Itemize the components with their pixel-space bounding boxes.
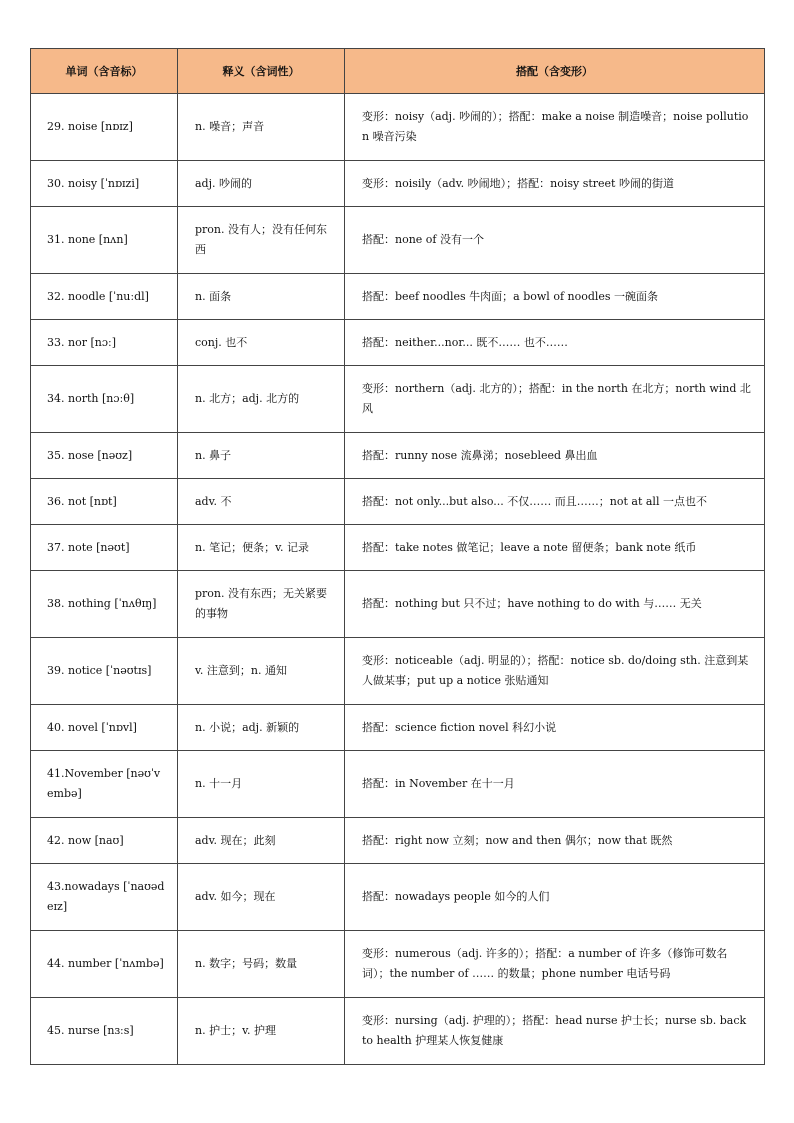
word-cell: 32. noodle [ˈnuːdl] <box>31 274 178 320</box>
word-cell: 36. not [nɒt] <box>31 479 178 525</box>
table-row <box>31 366 765 433</box>
header-meaning: 释义（含词性） <box>178 49 345 94</box>
table-body <box>31 94 765 1065</box>
table-row <box>31 479 765 525</box>
word-cell: 42. now [naʊ] <box>31 818 178 864</box>
meaning-cell: pron. 没有东西；无关紧要的事物 <box>178 571 345 638</box>
collocation-cell: 变形：noisy（adj. 吵闹的）；搭配：make a noise 制造噪音；noise pollution 噪音污染 <box>345 94 765 161</box>
table-header-row <box>31 49 765 94</box>
word-cell: 31. none [nʌn] <box>31 207 178 274</box>
table-row <box>31 161 765 207</box>
collocation-cell: 变形：northern（adj. 北方的）；搭配：in the north 在北方；north wind 北风 <box>345 366 765 433</box>
word-cell: 41.November [nəʊˈvembə] <box>31 751 178 818</box>
table-row <box>31 638 765 705</box>
word-cell: 37. note [nəʊt] <box>31 525 178 571</box>
collocation-cell: 搭配：right now 立刻；now and then 偶尔；now that 既然 <box>345 818 765 864</box>
word-cell: 33. nor [nɔː] <box>31 320 178 366</box>
word-cell: 38. nothing [ˈnʌθɪŋ] <box>31 571 178 638</box>
meaning-cell: n. 数字；号码；数量 <box>178 931 345 998</box>
vocabulary-table <box>30 48 765 1065</box>
table-row <box>31 433 765 479</box>
table-row <box>31 864 765 931</box>
table-row <box>31 207 765 274</box>
collocation-cell: 搭配：runny nose 流鼻涕；nosebleed 鼻出血 <box>345 433 765 479</box>
meaning-cell: n. 小说；adj. 新颖的 <box>178 705 345 751</box>
collocation-cell: 搭配：not only...but also... 不仅…… 而且……；not at all 一点也不 <box>345 479 765 525</box>
meaning-cell: adj. 吵闹的 <box>178 161 345 207</box>
meaning-cell: adv. 如今；现在 <box>178 864 345 931</box>
collocation-cell: 搭配：nothing but 只不过；have nothing to do with 与…… 无关 <box>345 571 765 638</box>
header-word: 单词（含音标） <box>31 49 178 94</box>
collocation-cell: 搭配：take notes 做笔记；leave a note 留便条；bank note 纸币 <box>345 525 765 571</box>
table-row <box>31 705 765 751</box>
word-cell: 35. nose [nəʊz] <box>31 433 178 479</box>
collocation-cell: 变形：nursing（adj. 护理的）；搭配：head nurse 护士长；nurse sb. back to health 护理某人恢复健康 <box>345 998 765 1065</box>
word-cell: 29. noise [nɒɪz] <box>31 94 178 161</box>
meaning-cell: n. 面条 <box>178 274 345 320</box>
table-row <box>31 998 765 1065</box>
meaning-cell: v. 注意到；n. 通知 <box>178 638 345 705</box>
meaning-cell: conj. 也不 <box>178 320 345 366</box>
table-row <box>31 751 765 818</box>
collocation-cell: 搭配：nowadays people 如今的人们 <box>345 864 765 931</box>
word-cell: 30. noisy [ˈnɒɪzi] <box>31 161 178 207</box>
meaning-cell: n. 十一月 <box>178 751 345 818</box>
meaning-cell: n. 北方；adj. 北方的 <box>178 366 345 433</box>
table-row <box>31 571 765 638</box>
collocation-cell: 变形：noticeable（adj. 明显的）；搭配：notice sb. do/doing sth. 注意到某人做某事；put up a notice 张贴通知 <box>345 638 765 705</box>
collocation-cell: 变形：noisily（adv. 吵闹地）；搭配：noisy street 吵闹的街道 <box>345 161 765 207</box>
meaning-cell: adv. 不 <box>178 479 345 525</box>
word-cell: 34. north [nɔːθ] <box>31 366 178 433</box>
table-row <box>31 525 765 571</box>
word-cell: 45. nurse [nɜːs] <box>31 998 178 1065</box>
header-collocation: 搭配（含变形） <box>345 49 765 94</box>
collocation-cell: 搭配：beef noodles 牛肉面；a bowl of noodles 一碗面条 <box>345 274 765 320</box>
word-cell: 39. notice [ˈnəʊtɪs] <box>31 638 178 705</box>
meaning-cell: n. 笔记；便条；v. 记录 <box>178 525 345 571</box>
collocation-cell: 搭配：science fiction novel 科幻小说 <box>345 705 765 751</box>
collocation-cell: 搭配：in November 在十一月 <box>345 751 765 818</box>
table-row <box>31 94 765 161</box>
table-row <box>31 931 765 998</box>
meaning-cell: n. 护士；v. 护理 <box>178 998 345 1065</box>
collocation-cell: 搭配：none of 没有一个 <box>345 207 765 274</box>
word-cell: 40. novel [ˈnɒvl] <box>31 705 178 751</box>
meaning-cell: n. 鼻子 <box>178 433 345 479</box>
collocation-cell: 搭配：neither...nor... 既不…… 也不…… <box>345 320 765 366</box>
table-row <box>31 818 765 864</box>
word-cell: 44. number [ˈnʌmbə] <box>31 931 178 998</box>
collocation-cell: 变形：numerous（adj. 许多的）；搭配：a number of 许多（修饰可数名词）；the number of …… 的数量；phone number 电话号码 <box>345 931 765 998</box>
word-cell: 43.nowadays [ˈnaʊədeɪz] <box>31 864 178 931</box>
table-row <box>31 320 765 366</box>
table-row <box>31 274 765 320</box>
meaning-cell: pron. 没有人；没有任何东西 <box>178 207 345 274</box>
meaning-cell: adv. 现在；此刻 <box>178 818 345 864</box>
meaning-cell: n. 噪音；声音 <box>178 94 345 161</box>
